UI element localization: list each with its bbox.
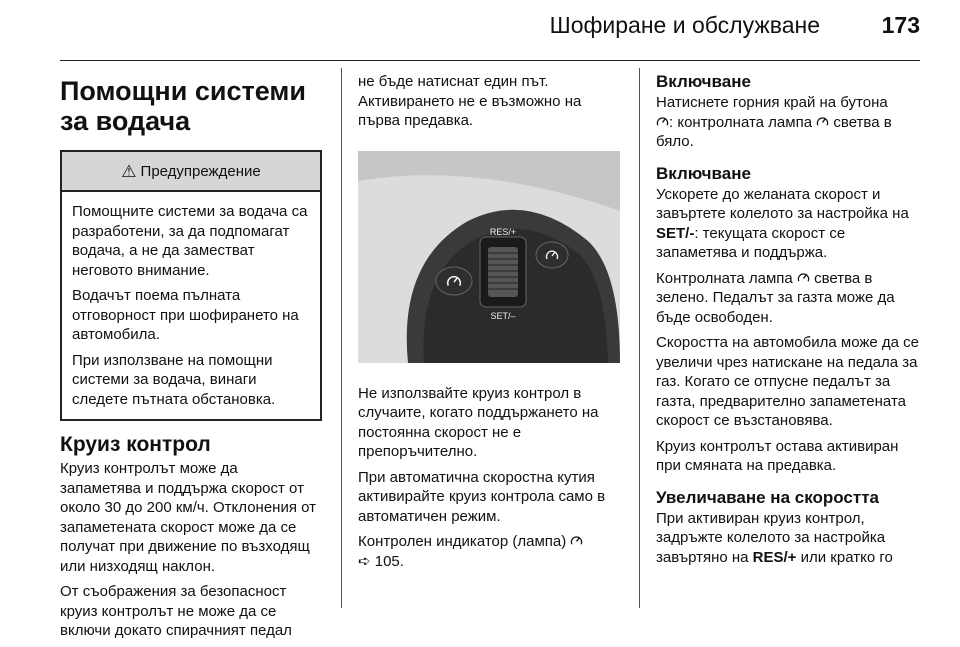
subheading: Включване [656, 72, 751, 91]
chapter-heading: Помощни системи за водача [60, 76, 306, 136]
text-span: : контролната лампа [669, 113, 813, 131]
warning-paragraph: При използване на помощни системи за водача, винаги следете пътната обстановка. [72, 351, 276, 408]
res-plus-label: RES/+ [489, 226, 517, 237]
text-span: светва в бяло. [656, 113, 892, 150]
page-reference: 105. [374, 552, 404, 570]
text-span: светва в зелено. Педалът за газта може да бъде освободен. [656, 269, 895, 326]
text-span: Ускорете до желаната скорост и завъртете колелото за настройка на [656, 185, 909, 222]
column-divider [341, 68, 342, 608]
text-span: Контролната лампа [656, 269, 793, 287]
cruise-control-icon [816, 115, 829, 128]
column-1 [60, 72, 322, 647]
body-paragraph [358, 532, 620, 571]
text-span: При активиран круиз контрол, задръжте колелото за настройка завъртяно на [656, 509, 886, 566]
body-paragraph [656, 269, 920, 328]
subheading: Включване [656, 163, 751, 183]
column-divider [639, 68, 640, 608]
warning-title: Предупреждение [140, 162, 261, 180]
warning-triangle-icon: ⚠ [121, 161, 137, 181]
body-paragraph: От съображения за безопасност круиз контролът не може да се включи докато спирачният педал [60, 583, 292, 639]
section-heading: Круиз контрол [60, 433, 211, 456]
body-paragraph: При автоматична скоростна кутия активирайте круиз контрола само в автоматичен режим. [358, 468, 606, 525]
body-paragraph [656, 509, 920, 568]
column-2 [358, 72, 620, 577]
res-plus-text: RES/+ [752, 548, 797, 566]
page-header-title: Шофиране и обслужване [549, 12, 820, 38]
text-span: : текущата скорост се запаметява и поддържа. [656, 224, 846, 261]
column-3 [656, 72, 920, 573]
steering-wheel-controls-photo [358, 151, 620, 363]
set-minus-label: SET/– [490, 310, 516, 321]
indicator-text: Контролен индикатор (лампа) [358, 533, 567, 550]
warning-paragraph: Водачът поема пълната отговорност при шофирането на автомобила. [72, 287, 299, 343]
warning-header [62, 152, 320, 192]
warning-paragraph: Помощните системи за водача са разработени, за да подпомагат водача, а не да заместват неговото внимание. [72, 203, 308, 279]
page-ref-arrow-icon: ➪ [358, 552, 371, 570]
set-minus-text: SET/- [656, 224, 695, 242]
page-number: 173 [881, 12, 920, 38]
body-paragraph [656, 185, 920, 263]
cruise-control-icon [656, 115, 669, 128]
body-paragraph: Круиз контролът може да запаметява и поддържа скорост от около 30 до 200 км/ч. Отклонения от запаметената скорост може да се получат при движение по възходящ или низходящ наклон. [60, 460, 317, 575]
body-paragraph: Скоростта на автомобила може да се увеличи чрез натискане на педала за газ. Когато се отпусне педалът за газта, предварително запаметената скорост се възстановява. [656, 334, 920, 429]
warning-box [60, 150, 322, 421]
header-rule [60, 60, 920, 61]
body-paragraph [656, 93, 920, 152]
subheading: Увеличаване на скоростта [656, 487, 879, 507]
cruise-control-icon [570, 534, 583, 547]
warning-body [62, 192, 320, 419]
text-span: Натиснете горния край на бутона [656, 94, 888, 111]
body-paragraph: не бъде натиснат един път. Активирането не е възможно на първа предавка. [358, 73, 582, 129]
text-span: или кратко го [800, 548, 893, 566]
body-paragraph: Не използвайте круиз контрол в случаите, когато поддържането на постоянна скорост не е препоръчително. [358, 384, 599, 460]
body-paragraph: Круиз контролът остава активиран при смяната на предавка. [656, 437, 899, 474]
cruise-control-icon [797, 271, 810, 284]
